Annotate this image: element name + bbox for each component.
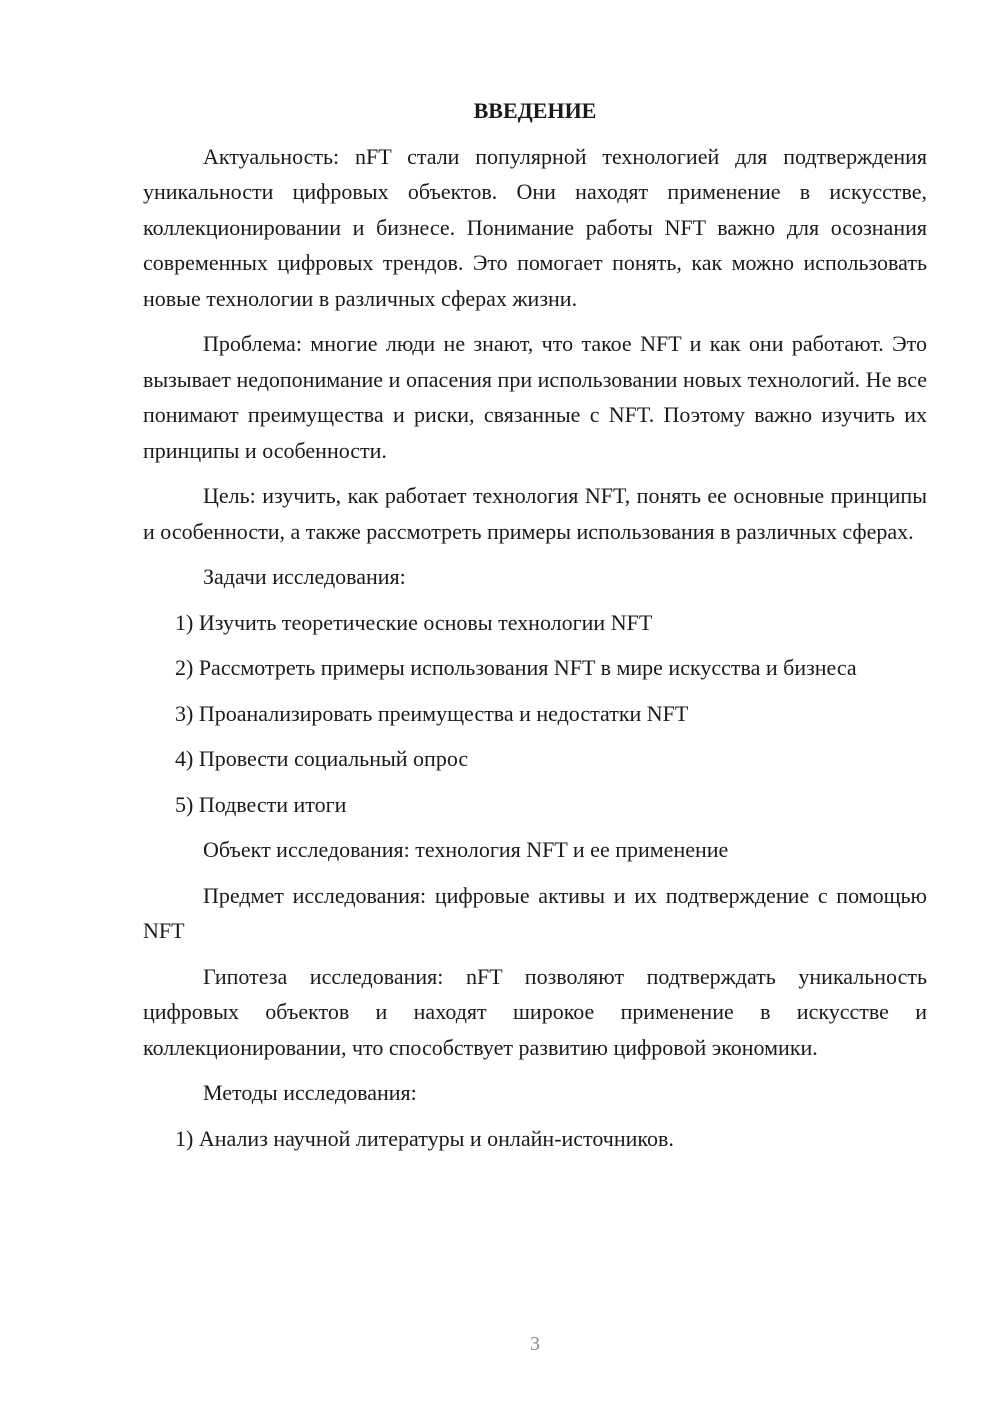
problem-paragraph: Проблема: многие люди не знают, что такое NFT и как они работают. Это вызывает недопонимание и опасения при использовании новых технологий. Не все понимают преимущества и риски, связанные с NFT. Поэтому важно изучить их принципы и особенности. [143, 331, 927, 463]
subject-paragraph: Предмет исследования: цифровые активы и их подтверждение с помощью NFT [143, 882, 927, 943]
page-number: 3 [530, 1333, 540, 1355]
page-title: ВВЕДЕНИЕ [473, 98, 597, 123]
task-item: 3) Проанализировать преимущества и недостатки NFT [175, 700, 689, 726]
tasks-heading: Задачи исследования: [203, 564, 406, 589]
relevance-paragraph: Актуальность: nFT стали популярной технологией для подтверждения уникальности цифровых объектов. Они находят применение в искусстве, коллекционировании и бизнесе. Понимание работы NFT важно для осознания современных цифровых трендов. Это помогает понять, как можно использовать новые технологии в различных сферах жизни. [143, 143, 927, 311]
object-paragraph: Объект исследования: технология NFT и ее применение [203, 837, 729, 862]
methods-heading: Методы исследования: [203, 1080, 417, 1105]
task-item: 2) Рассмотреть примеры использования NFT в мире искусства и бизнеса [175, 655, 857, 680]
goal-paragraph: Цель: изучить, как работает технология NFT, понять ее основные принципы и особенности, а также рассмотреть примеры использования в различных сферах. [143, 483, 927, 544]
method-item: 1) Анализ научной литературы и онлайн-источников. [175, 1125, 674, 1151]
task-item: 4) Провести социальный опрос [175, 746, 469, 771]
hypothesis-paragraph: Гипотеза исследования: nFT позволяют подтверждать уникальность цифровых объектов и находят широкое применение в искусстве и коллекционировании, что способствует развитию цифровой экономики. [143, 963, 927, 1060]
task-item: 1) Изучить теоретические основы технологии NFT [175, 609, 653, 635]
task-item: 5) Подвести итоги [175, 791, 347, 817]
document-page [143, 93, 927, 1166]
